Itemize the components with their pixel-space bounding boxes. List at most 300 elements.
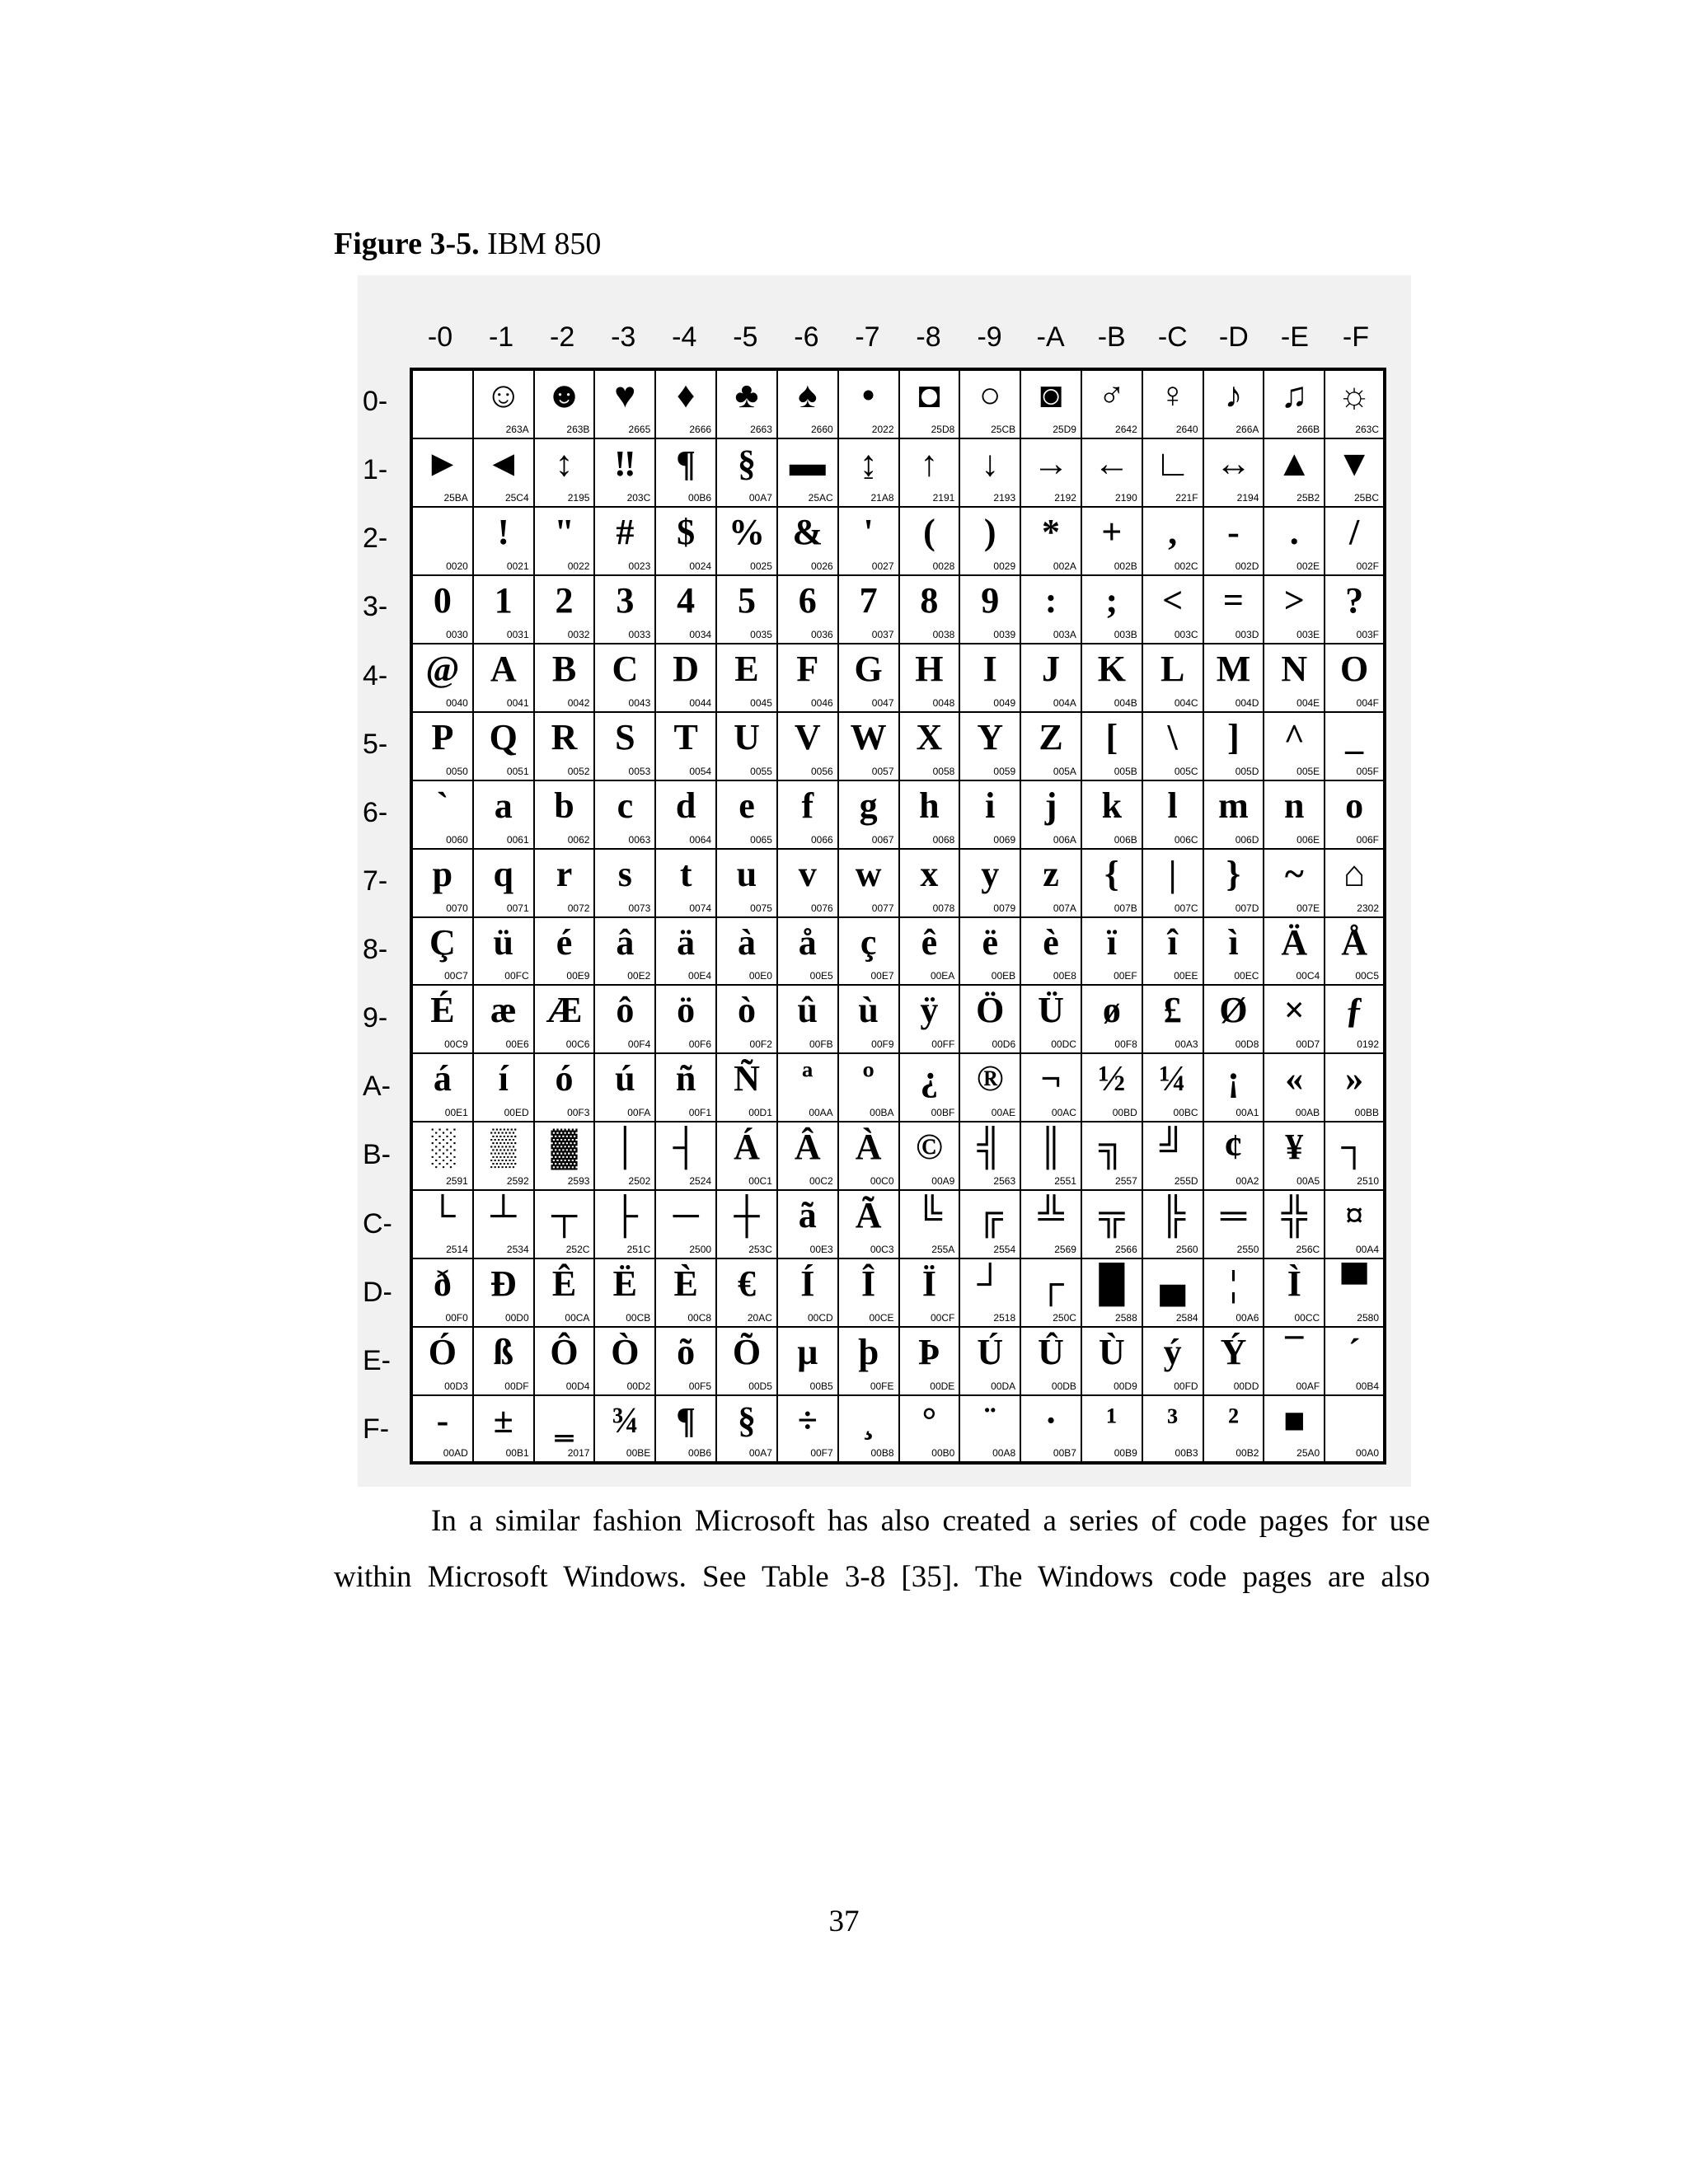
table-cell bbox=[535, 644, 596, 713]
cell-unicode-code: 263B bbox=[566, 423, 590, 435]
table-cell bbox=[1325, 1259, 1386, 1328]
table-cell bbox=[1143, 781, 1204, 850]
table-cell bbox=[474, 439, 535, 508]
cell-unicode-code: 00E9 bbox=[566, 970, 590, 982]
table-cell bbox=[595, 1191, 656, 1259]
cell-unicode-code: 0075 bbox=[750, 902, 772, 914]
table-cell bbox=[839, 1191, 900, 1259]
cell-glyph: Ý bbox=[1220, 1332, 1247, 1373]
cell-glyph: ü bbox=[493, 921, 513, 963]
cell-glyph: v bbox=[798, 853, 817, 894]
table-cell bbox=[960, 1054, 1021, 1122]
cell-unicode-code: 0034 bbox=[689, 628, 712, 640]
table-cell bbox=[1021, 576, 1082, 644]
cell-glyph: ╩ bbox=[1038, 1195, 1064, 1236]
table-cell bbox=[778, 508, 839, 576]
table-cell bbox=[1143, 918, 1204, 987]
table-cell bbox=[1204, 1396, 1265, 1465]
table-cell bbox=[717, 713, 778, 781]
cell-unicode-code: 00A6 bbox=[1236, 1312, 1259, 1324]
cell-unicode-code: 0054 bbox=[689, 765, 712, 777]
table-cell bbox=[839, 1122, 900, 1191]
cell-glyph: Ò bbox=[611, 1332, 640, 1373]
table-cell bbox=[1325, 371, 1386, 439]
table-cell bbox=[535, 986, 596, 1054]
column-header: -A bbox=[1036, 321, 1065, 353]
cell-glyph: Î bbox=[861, 1263, 876, 1305]
table-cell bbox=[1264, 918, 1325, 987]
cell-glyph: Ü bbox=[1038, 990, 1064, 1031]
cell-unicode-code: 0026 bbox=[810, 560, 833, 572]
cell-glyph: ↕ bbox=[555, 443, 574, 484]
cell-glyph: ^ bbox=[1283, 716, 1306, 757]
cell-unicode-code: 0077 bbox=[871, 902, 894, 914]
table-cell bbox=[839, 781, 900, 850]
table-cell bbox=[1082, 1259, 1143, 1328]
table-cell bbox=[656, 371, 717, 439]
cell-glyph: ╗ bbox=[1099, 1127, 1125, 1168]
cell-unicode-code: 2642 bbox=[1115, 423, 1137, 435]
cell-glyph: Ñ bbox=[734, 1058, 760, 1099]
cell-unicode-code: 002F bbox=[1356, 560, 1379, 572]
cell-glyph: y bbox=[981, 853, 1000, 894]
cell-unicode-code: 2192 bbox=[1054, 491, 1076, 504]
cell-unicode-code: 00C6 bbox=[565, 1038, 590, 1051]
cell-glyph: ÷ bbox=[797, 1400, 818, 1441]
table-cell bbox=[413, 781, 474, 850]
cell-unicode-code: 00E3 bbox=[809, 1244, 833, 1256]
row-header: A- bbox=[363, 1071, 391, 1103]
cell-unicode-code: 00CB bbox=[626, 1312, 651, 1324]
cell-glyph: < bbox=[1162, 579, 1184, 621]
cell-unicode-code: 0046 bbox=[810, 696, 833, 709]
cell-unicode-code: 0060 bbox=[446, 833, 468, 846]
cell-glyph: Á bbox=[734, 1127, 760, 1168]
cell-glyph: _ bbox=[1345, 716, 1364, 757]
cell-unicode-code: 004E bbox=[1296, 696, 1320, 709]
cell-unicode-code: 00DC bbox=[1051, 1038, 1076, 1051]
cell-unicode-code: 003C bbox=[1174, 628, 1198, 640]
cell-glyph: q bbox=[493, 853, 513, 894]
cell-glyph: ¬ bbox=[1040, 1058, 1062, 1099]
table-cell bbox=[839, 439, 900, 508]
table-cell bbox=[1204, 1328, 1265, 1396]
cell-glyph: å bbox=[798, 921, 817, 963]
table-cell bbox=[778, 1122, 839, 1191]
cell-unicode-code: 007D bbox=[1235, 902, 1259, 914]
table-cell bbox=[656, 986, 717, 1054]
cell-glyph: â bbox=[616, 921, 635, 963]
cell-unicode-code: 004C bbox=[1174, 696, 1198, 709]
cell-glyph: ç bbox=[860, 921, 877, 963]
cell-glyph: ╬ bbox=[1281, 1195, 1307, 1236]
cell-glyph: ↓ bbox=[981, 443, 1000, 484]
cell-unicode-code: 0071 bbox=[506, 902, 529, 914]
cell-glyph: µ bbox=[797, 1332, 818, 1373]
cell-glyph: ñ bbox=[675, 1058, 696, 1099]
cell-glyph: @ bbox=[425, 648, 460, 689]
table-cell bbox=[1082, 1122, 1143, 1191]
table-cell bbox=[1204, 439, 1265, 508]
cell-unicode-code: 2193 bbox=[993, 491, 1016, 504]
cell-unicode-code: 263C bbox=[1355, 423, 1379, 435]
table-cell bbox=[413, 850, 474, 918]
table-cell bbox=[717, 918, 778, 987]
table-cell bbox=[1143, 1191, 1204, 1259]
cell-unicode-code: 00C2 bbox=[809, 1175, 833, 1188]
column-header: -C bbox=[1157, 321, 1188, 353]
row-header: 4- bbox=[363, 659, 388, 691]
cell-glyph: . bbox=[1289, 511, 1299, 552]
cell-glyph: C bbox=[612, 648, 639, 689]
cell-glyph: º bbox=[862, 1058, 874, 1099]
cell-glyph: 7 bbox=[859, 579, 878, 621]
column-header: -2 bbox=[550, 321, 575, 353]
cell-unicode-code: 0024 bbox=[689, 560, 712, 572]
cell-unicode-code: 00D7 bbox=[1296, 1038, 1320, 1051]
cell-glyph: ¼ bbox=[1159, 1058, 1187, 1099]
cell-glyph: ý bbox=[1163, 1332, 1182, 1373]
cell-glyph: E bbox=[734, 648, 759, 689]
table-cell bbox=[717, 439, 778, 508]
cell-unicode-code: 00C1 bbox=[748, 1175, 772, 1188]
cell-unicode-code: 006B bbox=[1114, 833, 1137, 846]
cell-unicode-code: 00AB bbox=[1295, 1107, 1320, 1119]
cell-unicode-code: 00FD bbox=[1174, 1380, 1198, 1393]
cell-unicode-code: 00CA bbox=[565, 1312, 590, 1324]
table-cell bbox=[535, 918, 596, 987]
cell-glyph: : bbox=[1044, 579, 1057, 621]
cell-unicode-code: 006F bbox=[1356, 833, 1379, 846]
cell-unicode-code: 00A8 bbox=[992, 1447, 1016, 1459]
table-cell bbox=[1021, 781, 1082, 850]
table-cell bbox=[839, 371, 900, 439]
cell-unicode-code: 00B5 bbox=[809, 1380, 833, 1393]
table-cell bbox=[1143, 1396, 1204, 1465]
cell-unicode-code: 0042 bbox=[567, 696, 590, 709]
cell-glyph: û bbox=[797, 990, 818, 1031]
table-cell bbox=[474, 1259, 535, 1328]
cell-unicode-code: 00E7 bbox=[870, 970, 894, 982]
cell-glyph: - bbox=[436, 1400, 449, 1441]
cell-glyph: ▬ bbox=[789, 443, 826, 484]
cell-unicode-code: 00CF bbox=[930, 1312, 955, 1324]
cell-unicode-code: 00B8 bbox=[870, 1447, 894, 1459]
cell-glyph: ¨ bbox=[983, 1400, 996, 1441]
cell-glyph: g bbox=[859, 785, 878, 826]
table-cell bbox=[535, 781, 596, 850]
cell-glyph: # bbox=[616, 511, 635, 552]
table-cell bbox=[656, 1054, 717, 1122]
table-cell bbox=[1204, 644, 1265, 713]
table-cell bbox=[1325, 918, 1386, 987]
cell-glyph: Ô bbox=[550, 1332, 579, 1373]
cell-unicode-code: 007E bbox=[1296, 902, 1320, 914]
cell-glyph: * bbox=[1042, 511, 1061, 552]
cell-unicode-code: 2566 bbox=[1115, 1244, 1137, 1256]
cell-glyph: = bbox=[1222, 579, 1244, 621]
cell-unicode-code: 266B bbox=[1296, 423, 1320, 435]
cell-unicode-code: 00B1 bbox=[505, 1447, 529, 1459]
cell-unicode-code: 0045 bbox=[750, 696, 772, 709]
cell-glyph: ♥ bbox=[614, 375, 636, 415]
cell-unicode-code: 00D9 bbox=[1114, 1380, 1137, 1393]
table-cell bbox=[1264, 1122, 1325, 1191]
cell-unicode-code: 00EE bbox=[1174, 970, 1198, 982]
table-cell bbox=[595, 713, 656, 781]
table-cell bbox=[595, 986, 656, 1054]
table-cell bbox=[900, 576, 961, 644]
table-cell bbox=[474, 986, 535, 1054]
cell-glyph: ╣ bbox=[977, 1127, 1003, 1168]
cell-glyph: s bbox=[617, 853, 632, 894]
cell-glyph: × bbox=[1283, 990, 1305, 1031]
cell-unicode-code: 00BA bbox=[870, 1107, 894, 1119]
cell-glyph: ö bbox=[677, 990, 696, 1031]
table-cell bbox=[1204, 781, 1265, 850]
cell-glyph: ╝ bbox=[1160, 1127, 1186, 1168]
cell-glyph: ¶ bbox=[676, 1400, 696, 1441]
cell-glyph: 6 bbox=[798, 579, 817, 621]
table-cell bbox=[1264, 1259, 1325, 1328]
table-cell bbox=[1204, 508, 1265, 576]
table-cell bbox=[900, 1122, 961, 1191]
cell-unicode-code: 25B2 bbox=[1296, 491, 1320, 504]
table-cell bbox=[960, 986, 1021, 1054]
table-cell bbox=[839, 644, 900, 713]
cell-unicode-code: 00A7 bbox=[748, 1447, 772, 1459]
cell-unicode-code: 2022 bbox=[871, 423, 894, 435]
table-cell bbox=[717, 1191, 778, 1259]
cell-glyph: t bbox=[679, 853, 692, 894]
table-cell bbox=[1325, 1054, 1386, 1122]
cell-glyph: ↔ bbox=[1215, 443, 1252, 484]
table-cell bbox=[1264, 508, 1325, 576]
cell-glyph: V bbox=[794, 716, 821, 757]
cell-glyph: ┬ bbox=[551, 1195, 578, 1236]
cell-unicode-code: 00CD bbox=[808, 1312, 833, 1324]
table-cell bbox=[474, 918, 535, 987]
cell-glyph: O bbox=[1339, 648, 1369, 689]
cell-unicode-code: 00F8 bbox=[1114, 1038, 1137, 1051]
cell-unicode-code: 00C8 bbox=[687, 1312, 712, 1324]
table-cell bbox=[778, 918, 839, 987]
cell-unicode-code: 0065 bbox=[750, 833, 772, 846]
table-cell bbox=[1082, 713, 1143, 781]
table-cell bbox=[1204, 1054, 1265, 1122]
cell-glyph: 0 bbox=[433, 579, 452, 621]
cell-unicode-code: 2557 bbox=[1115, 1175, 1137, 1188]
cell-unicode-code: 00D8 bbox=[1235, 1038, 1259, 1051]
table-cell bbox=[595, 850, 656, 918]
cell-glyph: ╦ bbox=[1099, 1195, 1125, 1236]
table-cell bbox=[1082, 371, 1143, 439]
cell-unicode-code: 2584 bbox=[1175, 1312, 1198, 1324]
table-cell bbox=[535, 576, 596, 644]
cell-glyph: ¢ bbox=[1224, 1127, 1243, 1168]
table-cell bbox=[1082, 439, 1143, 508]
cell-glyph: Ì bbox=[1287, 1263, 1301, 1305]
cell-glyph: ↑ bbox=[920, 443, 939, 484]
cell-glyph: á bbox=[433, 1058, 452, 1099]
cell-unicode-code: 00CC bbox=[1294, 1312, 1320, 1324]
cell-glyph: u bbox=[736, 853, 757, 894]
cell-glyph: ¤ bbox=[1345, 1195, 1364, 1236]
cell-unicode-code: 00EF bbox=[1114, 970, 1137, 982]
table-cell bbox=[1143, 439, 1204, 508]
cell-unicode-code: 25AC bbox=[808, 491, 833, 504]
cell-glyph: Ø bbox=[1219, 990, 1248, 1031]
cell-unicode-code: 0022 bbox=[567, 560, 590, 572]
cell-unicode-code: 006A bbox=[1053, 833, 1076, 846]
cell-glyph: ß bbox=[493, 1332, 513, 1373]
cell-unicode-code: 263A bbox=[505, 423, 529, 435]
table-cell bbox=[1325, 644, 1386, 713]
table-cell bbox=[778, 576, 839, 644]
cell-glyph: ║ bbox=[1038, 1127, 1064, 1168]
table-cell bbox=[595, 918, 656, 987]
table-cell bbox=[474, 508, 535, 576]
cell-unicode-code: 00B6 bbox=[688, 1447, 712, 1459]
cell-unicode-code: 0051 bbox=[506, 765, 529, 777]
cell-glyph: ┤ bbox=[673, 1127, 699, 1168]
cell-unicode-code: 0056 bbox=[810, 765, 833, 777]
table-cell bbox=[900, 781, 961, 850]
cell-glyph: Ê bbox=[551, 1263, 577, 1305]
cell-unicode-code: 00AF bbox=[1296, 1380, 1320, 1393]
cell-glyph: L bbox=[1160, 648, 1185, 689]
cell-unicode-code: 252C bbox=[565, 1244, 590, 1256]
cell-glyph: Ä bbox=[1281, 921, 1308, 963]
cell-glyph: ² bbox=[1227, 1400, 1240, 1441]
table-cell bbox=[1204, 918, 1265, 987]
table-cell bbox=[474, 1396, 535, 1465]
cell-glyph: ° bbox=[921, 1400, 937, 1441]
table-cell bbox=[1143, 713, 1204, 781]
cell-glyph: Ù bbox=[1098, 1332, 1125, 1373]
row-header: E- bbox=[363, 1344, 391, 1376]
table-cell bbox=[595, 644, 656, 713]
column-header: -7 bbox=[855, 321, 880, 353]
table-cell bbox=[1264, 1328, 1325, 1396]
cell-unicode-code: 203C bbox=[626, 491, 651, 504]
cell-glyph: ® bbox=[976, 1058, 1004, 1099]
table-cell bbox=[474, 713, 535, 781]
cell-unicode-code: 0076 bbox=[810, 902, 833, 914]
cell-unicode-code: 0063 bbox=[628, 833, 651, 846]
cell-unicode-code: 00F3 bbox=[567, 1107, 590, 1119]
cell-glyph: ◘ bbox=[918, 375, 940, 415]
row-header: 2- bbox=[363, 523, 388, 555]
row-header: C- bbox=[363, 1207, 392, 1240]
cell-unicode-code: 00E8 bbox=[1053, 970, 1076, 982]
table-cell bbox=[595, 1328, 656, 1396]
table-cell bbox=[1143, 1054, 1204, 1122]
table-cell bbox=[900, 371, 961, 439]
table-cell bbox=[1264, 781, 1325, 850]
cell-unicode-code: 00EB bbox=[991, 970, 1016, 982]
table-cell bbox=[717, 1122, 778, 1191]
column-header: -1 bbox=[488, 321, 514, 353]
cell-unicode-code: 005B bbox=[1114, 765, 1137, 777]
cell-glyph: B bbox=[551, 648, 577, 689]
table-cell bbox=[778, 1259, 839, 1328]
table-cell bbox=[1204, 1122, 1265, 1191]
table-cell bbox=[595, 781, 656, 850]
cell-unicode-code: 251C bbox=[626, 1244, 651, 1256]
table-cell bbox=[1082, 508, 1143, 576]
table-cell bbox=[1325, 1122, 1386, 1191]
cell-unicode-code: 00C5 bbox=[1355, 970, 1379, 982]
cell-glyph: c bbox=[617, 785, 634, 826]
column-header: -F bbox=[1342, 321, 1370, 353]
cell-glyph: ┐ bbox=[1341, 1127, 1367, 1168]
table-cell bbox=[1204, 1191, 1265, 1259]
cell-glyph: Å bbox=[1341, 921, 1367, 963]
table-cell bbox=[778, 1396, 839, 1465]
cell-glyph: ¯ bbox=[1285, 1332, 1304, 1373]
table-cell bbox=[717, 371, 778, 439]
table-cell bbox=[960, 1328, 1021, 1396]
cell-glyph: Ö bbox=[976, 990, 1005, 1031]
cell-glyph: F bbox=[796, 648, 819, 689]
cell-glyph: ' bbox=[863, 511, 874, 552]
cell-glyph: ð bbox=[433, 1263, 452, 1305]
table-cell bbox=[1325, 576, 1386, 644]
cell-glyph: ¹ bbox=[1106, 1400, 1118, 1441]
cell-unicode-code: 25D9 bbox=[1053, 423, 1076, 435]
cell-glyph: ; bbox=[1105, 579, 1118, 621]
cell-glyph: , bbox=[1168, 511, 1178, 552]
cell-glyph: ╠ bbox=[1160, 1195, 1186, 1236]
cell-unicode-code: 00E6 bbox=[505, 1038, 529, 1051]
cell-unicode-code: 003E bbox=[1296, 628, 1320, 640]
table-cell bbox=[1082, 1054, 1143, 1122]
body-paragraph-line-2: within Microsoft Windows. See Table 3-8 [35]. The Windows code pages are also bbox=[334, 1560, 1430, 1594]
cell-glyph: î bbox=[1167, 921, 1178, 963]
cell-glyph: ♦ bbox=[676, 375, 696, 415]
cell-unicode-code: 2195 bbox=[567, 491, 590, 504]
table-cell bbox=[656, 439, 717, 508]
cell-glyph: ░ bbox=[429, 1127, 456, 1168]
table-cell bbox=[778, 371, 839, 439]
table-cell bbox=[595, 576, 656, 644]
table-cell bbox=[1204, 986, 1265, 1054]
cell-glyph: K bbox=[1097, 648, 1126, 689]
cell-glyph: 5 bbox=[737, 579, 756, 621]
cell-unicode-code: 004B bbox=[1114, 696, 1137, 709]
cell-unicode-code: 00F9 bbox=[871, 1038, 894, 1051]
table-cell bbox=[535, 1191, 596, 1259]
cell-glyph: ♀ bbox=[1159, 375, 1187, 415]
table-cell bbox=[1082, 1396, 1143, 1465]
cell-unicode-code: 2514 bbox=[446, 1244, 468, 1256]
cell-unicode-code: 007C bbox=[1174, 902, 1198, 914]
cell-glyph: í bbox=[498, 1058, 509, 1099]
cell-unicode-code: 0066 bbox=[810, 833, 833, 846]
cell-unicode-code: 00E4 bbox=[688, 970, 712, 982]
cell-unicode-code: 0078 bbox=[932, 902, 955, 914]
cell-glyph: } bbox=[1226, 853, 1241, 894]
cell-unicode-code: 0192 bbox=[1357, 1038, 1379, 1051]
table-cell bbox=[778, 713, 839, 781]
cell-unicode-code: 00A0 bbox=[1355, 1447, 1379, 1459]
table-cell bbox=[839, 1259, 900, 1328]
cell-unicode-code: 25D8 bbox=[931, 423, 955, 435]
cell-glyph: ┼ bbox=[734, 1195, 760, 1236]
table-cell bbox=[535, 1259, 596, 1328]
cell-glyph: \ bbox=[1167, 716, 1178, 757]
